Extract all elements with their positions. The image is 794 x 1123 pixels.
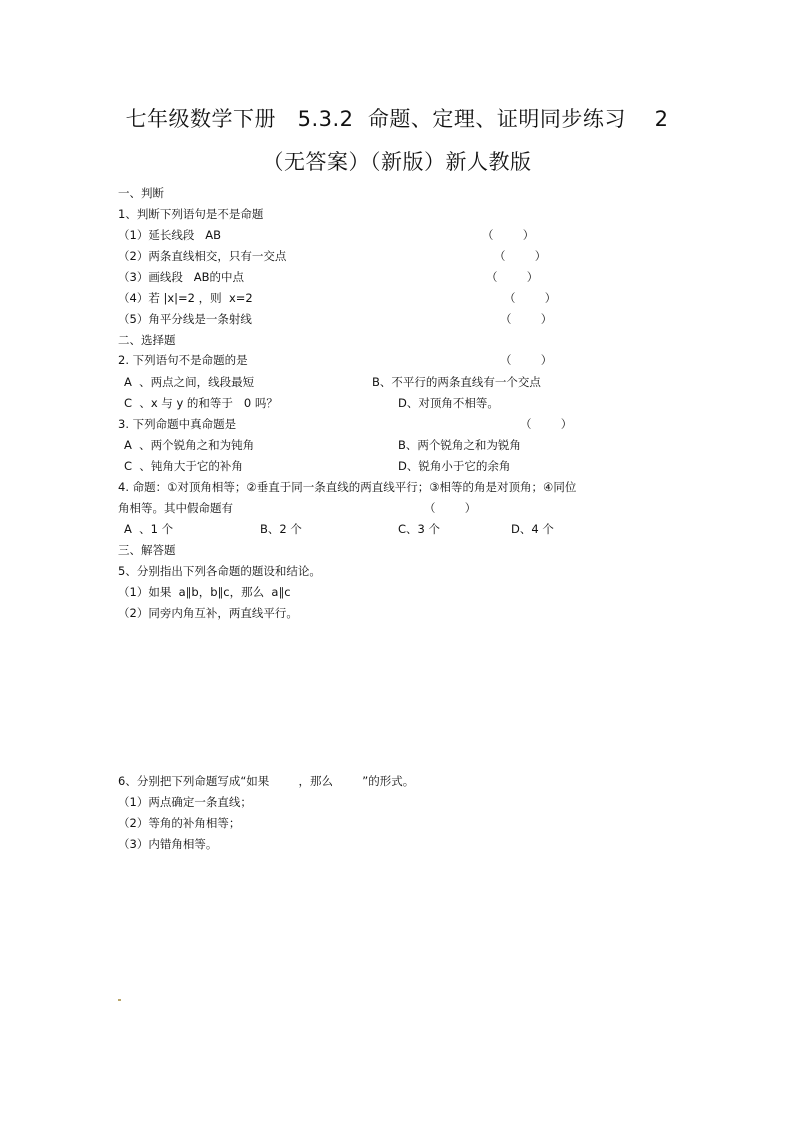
q3-option-b: B、两个锐角之和为锐角	[398, 438, 521, 452]
q1-item-1-paren: （ ）	[482, 228, 535, 242]
q6-item-2: （2）等角的补角相等；	[118, 816, 241, 830]
q1-item-2: （2）两条直线相交，只有一交点	[118, 249, 287, 263]
question-6-stem: 6、分别把下列命题写成“如果 ，那么 ”的形式。	[118, 774, 415, 788]
q4-option-b: B、2 个	[260, 522, 302, 536]
section-heading-judge: 一、判断	[118, 186, 164, 200]
question-3-paren: （ ）	[520, 417, 573, 431]
q3-option-d: D、锐角小于它的余角	[398, 459, 511, 473]
question-4-paren: （ ）	[424, 501, 477, 515]
question-3-stem: 3. 下列命题中真命题是	[118, 417, 237, 431]
q1-item-3-paren: （ ）	[486, 270, 539, 284]
question-5-stem: 5、分别指出下列各命题的题设和结论。	[118, 564, 321, 578]
question-4-stem-cont: 角相等。其中假命题有	[118, 501, 233, 515]
q4-option-a: A 、1 个	[124, 522, 174, 536]
q1-item-3: （3）画线段 AB的中点	[118, 270, 245, 284]
q1-item-4: （4）若 |x|=2 ，则 x=2	[118, 291, 253, 305]
q4-option-c: C、3 个	[398, 522, 441, 536]
section-heading-choice: 二、选择题	[118, 333, 176, 347]
question-1-stem: 1、判断下列语句是不是命题	[118, 207, 264, 221]
document-title-line2: （无答案）（新版）新人教版	[262, 150, 532, 174]
q2-option-d: D、对顶角不相等。	[398, 396, 499, 410]
q2-option-b: B、不平行的两条直线有一个交点	[372, 375, 541, 389]
q1-item-1: （1）延长线段 AB	[118, 228, 222, 242]
q2-option-c: C 、x 与 y 的和等于 0 吗？	[124, 396, 278, 410]
section-heading-solve: 三、解答题	[118, 543, 176, 557]
question-2-stem: 2. 下列语句不是命题的是	[118, 353, 248, 367]
q2-option-a: A 、两点之间，线段最短	[124, 375, 255, 389]
q4-option-d: D、4 个	[511, 522, 554, 536]
question-4-stem: 4. 命题：①对顶角相等；②垂直于同一条直线的两直线平行；③相等的角是对顶角；④同位	[118, 480, 577, 494]
q1-item-5-paren: （ ）	[500, 312, 553, 326]
question-2-paren: （ ）	[500, 353, 553, 367]
q1-item-5: （5）角平分线是一条射线	[118, 312, 252, 326]
q3-option-c: C 、钝角大于它的补角	[124, 459, 243, 473]
q6-item-3: （3）内错角相等。	[118, 837, 218, 851]
q3-option-a: A 、两个锐角之和为钝角	[124, 438, 255, 452]
document-title-line1: 七年级数学下册 5.3.2 命题、定理、证明同步练习 2	[125, 107, 669, 131]
q6-item-1: （1）两点确定一条直线；	[118, 795, 252, 809]
page-speck	[118, 999, 121, 1001]
q5-item-1: （1）如果 a∥b，b∥c，那么 a∥c	[118, 585, 291, 599]
q5-item-2: （2）同旁内角互补，两直线平行。	[118, 606, 298, 620]
q1-item-2-paren: （ ）	[494, 249, 547, 263]
q1-item-4-paren: （ ）	[504, 291, 557, 305]
